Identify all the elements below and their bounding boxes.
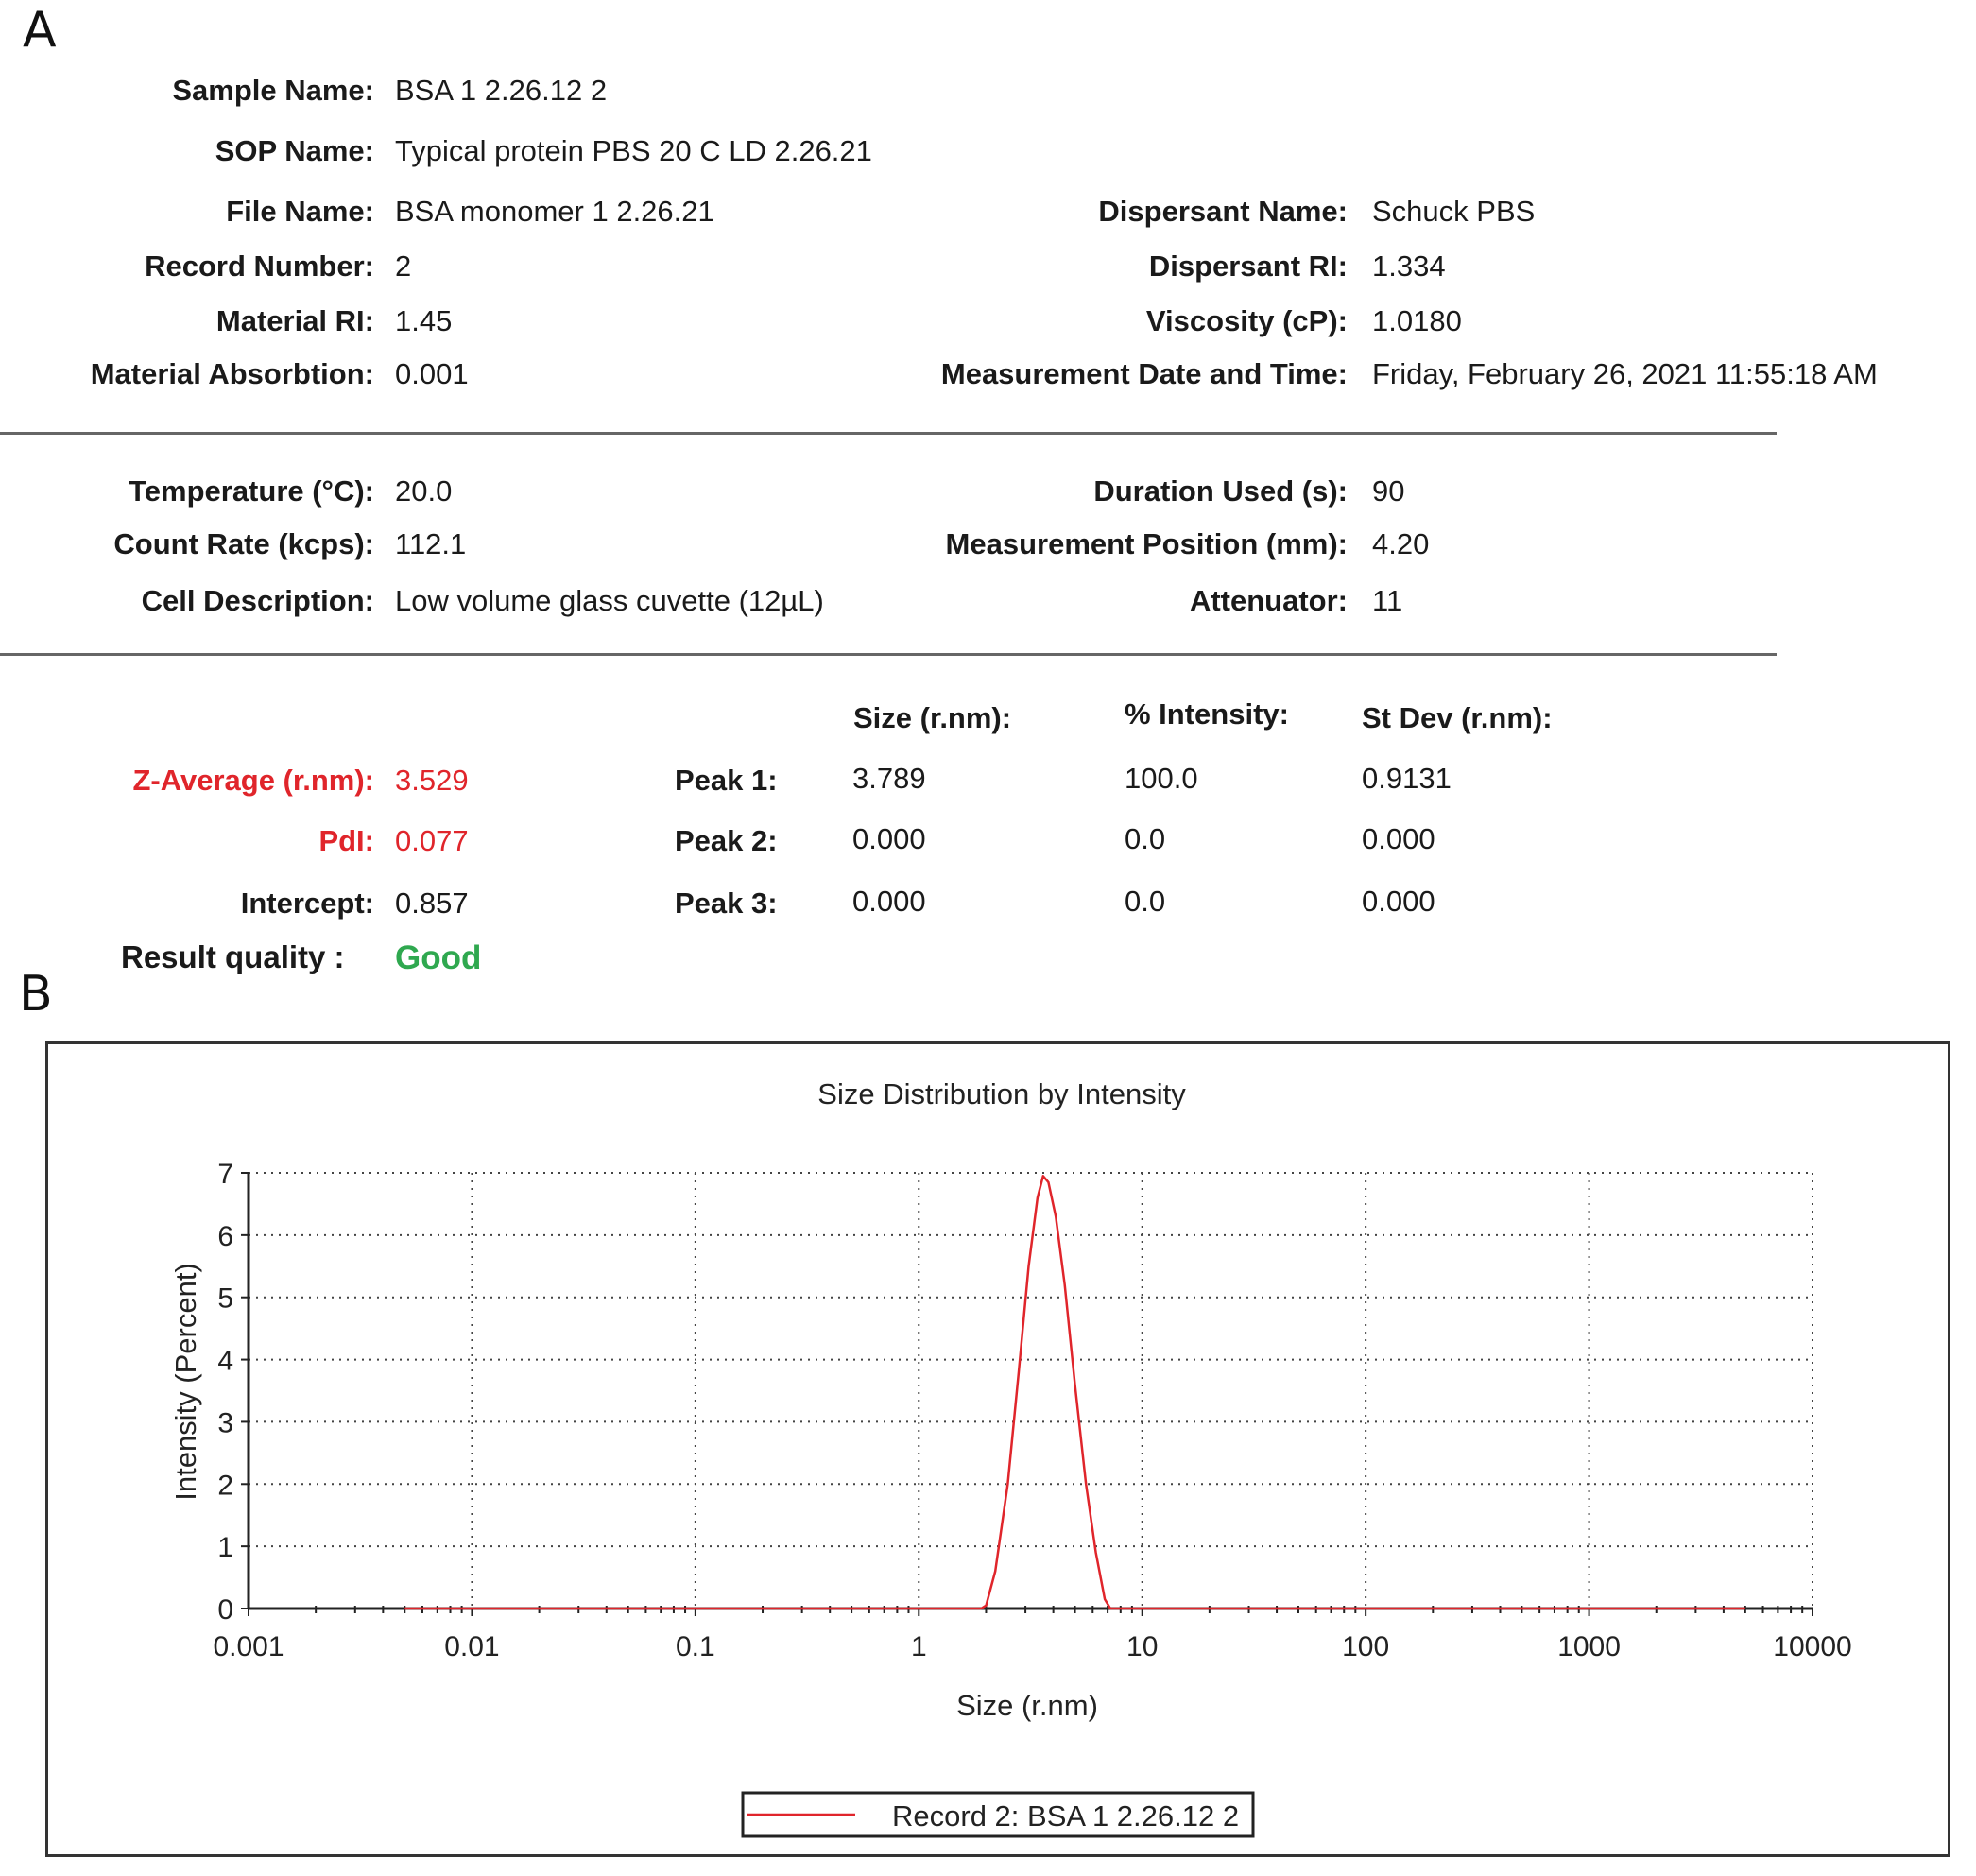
chart-title: Size Distribution by Intensity [817, 1077, 1186, 1110]
record-number-value: 2 [395, 250, 412, 283]
peak-3-label: Peak 3: [675, 886, 778, 920]
measurement-datetime-value: Friday, February 26, 2021 11:55:18 AM [1372, 357, 1878, 390]
duration-value: 90 [1372, 474, 1405, 508]
file-name-label: File Name: [226, 195, 374, 228]
material-ri-value: 1.45 [395, 304, 453, 337]
temperature-value: 20.0 [395, 474, 453, 508]
peak-3-size: 0.000 [852, 885, 926, 918]
peak-1-size: 3.789 [852, 762, 926, 795]
result-quality-label: Result quality : [121, 939, 345, 974]
record-number-label: Record Number: [145, 250, 374, 283]
size-header: Size (r.nm): [853, 701, 1012, 734]
y-tick-label: 3 [217, 1407, 233, 1439]
intercept-value: 0.857 [395, 886, 469, 920]
peak-1-intensity: 100.0 [1125, 762, 1198, 795]
x-tick-label: 100 [1342, 1631, 1390, 1662]
panel-label-a: A [23, 2, 57, 59]
sop-name-label: SOP Name: [215, 134, 374, 167]
peak-3-stdev: 0.000 [1362, 885, 1435, 918]
z-average-value: 3.529 [395, 764, 469, 797]
x-tick-label: 0.01 [444, 1631, 500, 1662]
dispersant-ri-label: Dispersant RI: [1148, 250, 1348, 283]
material-absorption-value: 0.001 [395, 357, 469, 390]
z-average-label: Z-Average (r.nm): [132, 764, 374, 797]
material-absorption-label: Material Absorbtion: [90, 357, 374, 390]
peak-2-stdev: 0.000 [1362, 822, 1435, 855]
peak-2-size: 0.000 [852, 822, 926, 855]
y-axis-label: Intensity (Percent) [169, 1263, 202, 1501]
cell-description-value: Low volume glass cuvette (12µL) [395, 584, 824, 617]
y-tick-label: 4 [217, 1345, 233, 1377]
pdi-value: 0.077 [395, 824, 469, 857]
series-layer [404, 1176, 1745, 1609]
viscosity-value: 1.0180 [1372, 304, 1462, 337]
x-tick-label: 0.001 [213, 1631, 284, 1662]
x-tick-label: 1000 [1557, 1631, 1621, 1662]
material-ri-label: Material RI: [215, 304, 374, 337]
y-tick-label: 7 [217, 1159, 233, 1190]
measurement-position-label: Measurement Position (mm): [945, 527, 1348, 560]
legend-label: Record 2: BSA 1 2.26.12 2 [892, 1799, 1240, 1833]
sop-name-value: Typical protein PBS 20 C LD 2.26.21 [395, 134, 872, 167]
peak-2-label: Peak 2: [675, 824, 778, 857]
intercept-label: Intercept: [240, 886, 374, 920]
dispersant-name-label: Dispersant Name: [1098, 195, 1348, 228]
measurement-position-value: 4.20 [1372, 527, 1430, 560]
peak-1-label: Peak 1: [675, 764, 778, 797]
series-line [404, 1176, 1745, 1609]
y-tick-label: 6 [217, 1220, 233, 1252]
grid [249, 1173, 1813, 1609]
measurement-datetime-label: Measurement Date and Time: [940, 357, 1348, 390]
dispersant-ri-value: 1.334 [1372, 250, 1446, 283]
attenuator-label: Attenuator: [1189, 584, 1348, 617]
attenuator-value: 11 [1372, 584, 1403, 617]
x-tick-label: 10 [1126, 1631, 1159, 1662]
x-tick-label: 10000 [1773, 1631, 1852, 1662]
temperature-label: Temperature (°C): [129, 474, 374, 508]
dispersant-name-value: Schuck PBS [1372, 195, 1536, 228]
intensity-header: % Intensity: [1125, 697, 1289, 731]
cell-description-label: Cell Description: [141, 584, 374, 617]
count-rate-value: 112.1 [395, 527, 467, 560]
peak-2-intensity: 0.0 [1125, 822, 1166, 855]
peak-1-stdev: 0.9131 [1362, 762, 1452, 795]
x-tick-label: 1 [910, 1631, 927, 1662]
x-tick-label: 0.1 [675, 1631, 715, 1662]
y-tick-label: 1 [217, 1532, 233, 1564]
panel-label-b: B [19, 966, 53, 1023]
result-quality-value: Good [395, 939, 482, 976]
count-rate-label: Count Rate (kcps): [113, 527, 374, 560]
peak-3-intensity: 0.0 [1125, 885, 1166, 918]
sample-name-label: Sample Name: [172, 74, 374, 107]
legend [743, 1793, 1253, 1836]
duration-label: Duration Used (s): [1093, 474, 1348, 508]
sample-name-value: BSA 1 2.26.12 2 [395, 74, 608, 107]
pdi-label: PdI: [318, 824, 374, 857]
stdev-header: St Dev (r.nm): [1362, 701, 1553, 734]
y-tick-label: 5 [217, 1282, 233, 1315]
y-tick-label: 0 [217, 1594, 233, 1626]
y-tick-label: 2 [217, 1470, 233, 1502]
file-name-value: BSA monomer 1 2.26.21 [395, 195, 714, 228]
x-axis-label: Size (r.nm) [956, 1689, 1098, 1722]
viscosity-label: Viscosity (cP): [1145, 304, 1348, 337]
